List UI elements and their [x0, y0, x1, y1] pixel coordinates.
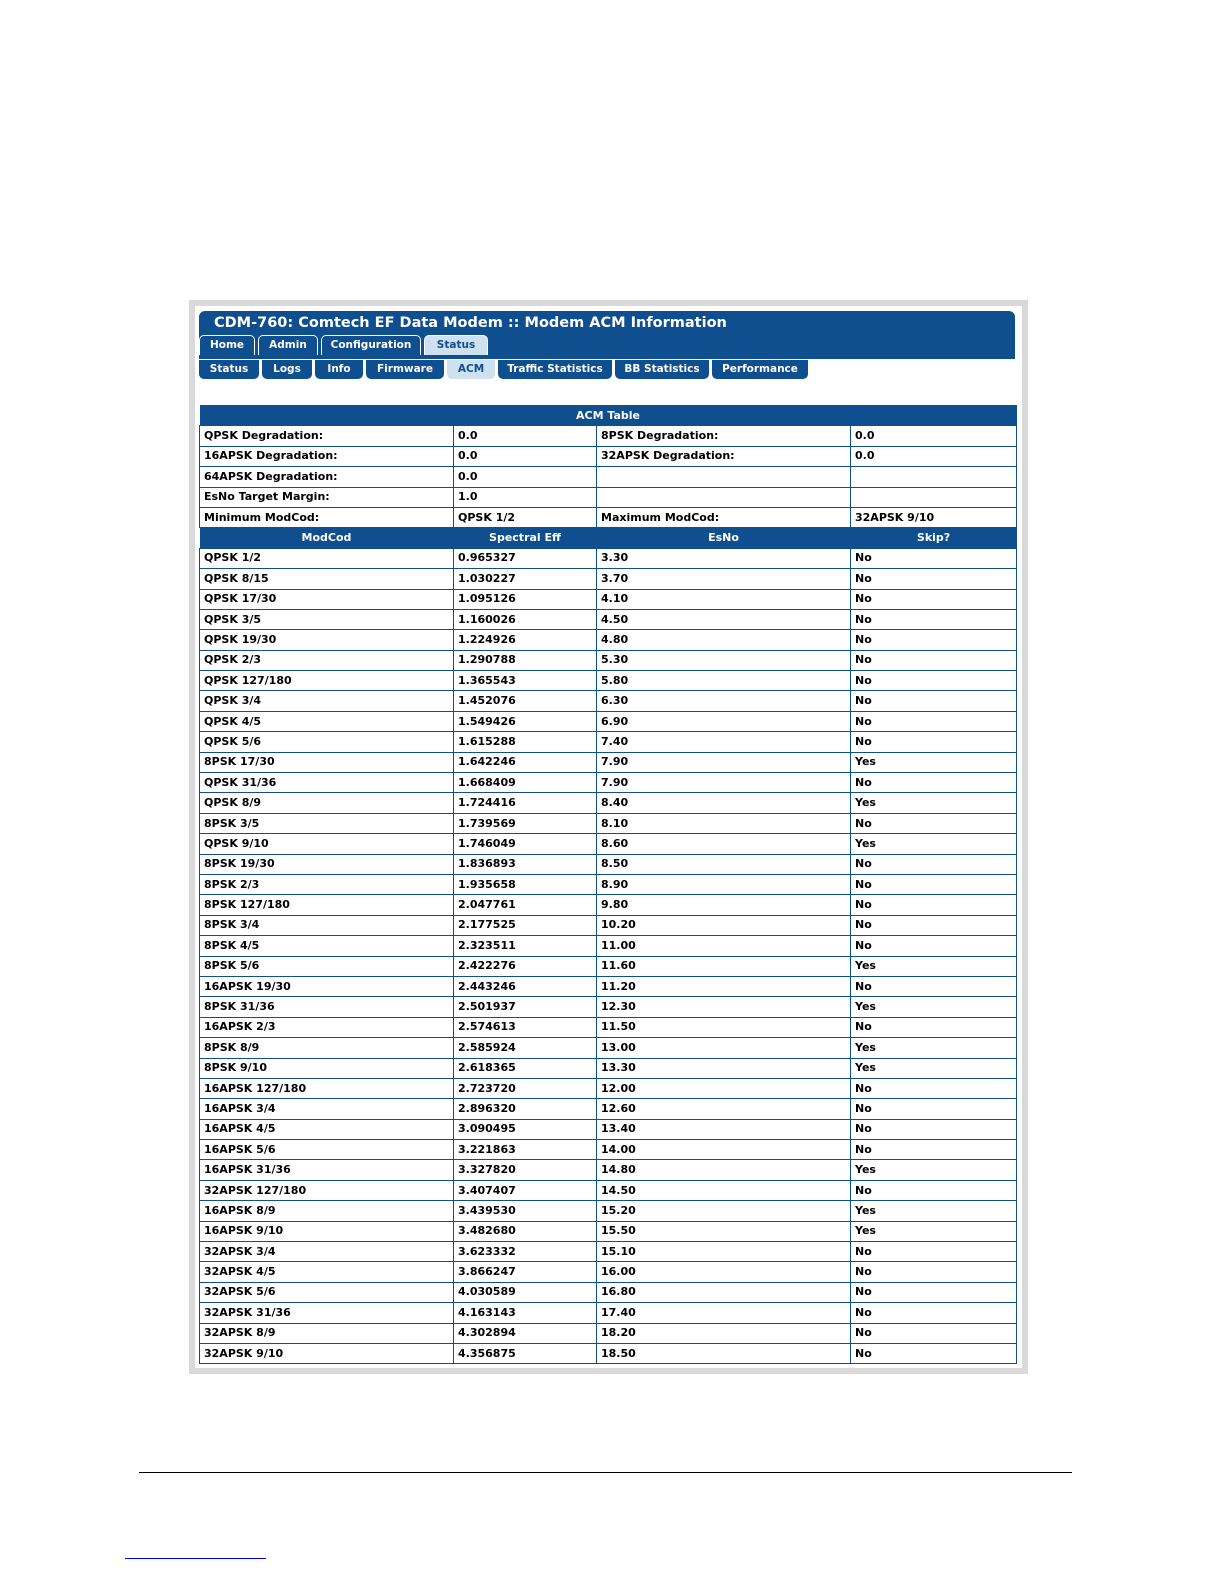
tab-status[interactable]: Status — [424, 335, 488, 355]
modcod-cell: 16APSK 19/30 — [200, 976, 454, 996]
spectral-eff-cell: 4.302894 — [454, 1323, 597, 1343]
modcod-cell: 32APSK 5/6 — [200, 1282, 454, 1302]
table-row — [200, 1017, 1017, 1037]
spectral-eff-cell: 1.668409 — [454, 773, 597, 793]
skip-cell: No — [851, 1119, 1017, 1139]
esno-cell: 13.00 — [597, 1038, 851, 1058]
spectral-eff-cell: 1.549426 — [454, 711, 597, 731]
modcod-cell: 16APSK 5/6 — [200, 1140, 454, 1160]
modcod-cell: 8PSK 5/6 — [200, 956, 454, 976]
modcod-cell: 32APSK 9/10 — [200, 1343, 454, 1363]
skip-cell: No — [851, 691, 1017, 711]
table-row — [200, 1242, 1017, 1262]
esno-cell: 4.80 — [597, 630, 851, 650]
table-row — [200, 671, 1017, 691]
spectral-eff-cell: 1.452076 — [454, 691, 597, 711]
summary-value: 0.0 — [851, 426, 1017, 446]
modcod-cell: QPSK 8/9 — [200, 793, 454, 813]
spectral-eff-cell: 1.615288 — [454, 732, 597, 752]
esno-cell: 6.90 — [597, 711, 851, 731]
table-row — [200, 1078, 1017, 1098]
esno-cell: 17.40 — [597, 1303, 851, 1323]
esno-cell: 13.40 — [597, 1119, 851, 1139]
skip-cell: No — [851, 773, 1017, 793]
skip-cell: No — [851, 589, 1017, 609]
esno-cell: 9.80 — [597, 895, 851, 915]
page-title: CDM-760: Comtech EF Data Modem :: Modem ACM Information — [199, 311, 1015, 335]
summary-label: Maximum ModCod: — [597, 507, 851, 527]
modcod-cell: QPSK 4/5 — [200, 711, 454, 731]
spectral-eff-cell: 2.422276 — [454, 956, 597, 976]
summary-label: EsNo Target Margin: — [200, 487, 454, 507]
acm-table-title-row — [200, 406, 1017, 426]
esno-cell: 4.10 — [597, 589, 851, 609]
modcod-cell: 16APSK 3/4 — [200, 1099, 454, 1119]
table-row — [200, 650, 1017, 670]
skip-cell: No — [851, 630, 1017, 650]
skip-cell: No — [851, 1078, 1017, 1098]
skip-cell: No — [851, 976, 1017, 996]
spectral-eff-cell: 1.030227 — [454, 569, 597, 589]
esno-cell: 5.30 — [597, 650, 851, 670]
table-row — [200, 874, 1017, 894]
esno-cell: 12.30 — [597, 997, 851, 1017]
summary-value: 0.0 — [851, 446, 1017, 466]
table-row — [200, 793, 1017, 813]
spectral-eff-cell: 1.724416 — [454, 793, 597, 813]
skip-cell: No — [851, 650, 1017, 670]
tab-configuration[interactable]: Configuration — [321, 335, 421, 355]
acm-table-title: ACM Table — [200, 406, 1017, 426]
summary-value: 1.0 — [454, 487, 597, 507]
summary-value: 0.0 — [454, 446, 597, 466]
spectral-eff-cell: 3.439530 — [454, 1201, 597, 1221]
modcod-cell: 8PSK 8/9 — [200, 1038, 454, 1058]
spectral-eff-cell: 2.896320 — [454, 1099, 597, 1119]
spectral-eff-cell: 4.163143 — [454, 1303, 597, 1323]
skip-cell: No — [851, 548, 1017, 568]
spectral-eff-cell: 1.290788 — [454, 650, 597, 670]
modcod-cell: 8PSK 31/36 — [200, 997, 454, 1017]
spectral-eff-cell: 2.618365 — [454, 1058, 597, 1078]
skip-cell: No — [851, 732, 1017, 752]
spectral-eff-cell: 3.090495 — [454, 1119, 597, 1139]
skip-cell: No — [851, 915, 1017, 935]
esno-cell: 8.40 — [597, 793, 851, 813]
esno-cell: 18.20 — [597, 1323, 851, 1343]
skip-cell: Yes — [851, 1058, 1017, 1078]
skip-cell: No — [851, 569, 1017, 589]
skip-cell: Yes — [851, 752, 1017, 772]
column-header-skip: Skip? — [851, 528, 1017, 548]
modcod-cell: 16APSK 4/5 — [200, 1119, 454, 1139]
modcod-cell: 16APSK 9/10 — [200, 1221, 454, 1241]
screenshot-frame — [189, 300, 1028, 1374]
spectral-eff-cell: 2.047761 — [454, 895, 597, 915]
skip-cell: No — [851, 1282, 1017, 1302]
table-row — [200, 834, 1017, 854]
skip-cell: No — [851, 895, 1017, 915]
modcod-cell: QPSK 127/180 — [200, 671, 454, 691]
spectral-eff-cell: 1.160026 — [454, 609, 597, 629]
modcod-cell: QPSK 9/10 — [200, 834, 454, 854]
table-row — [200, 1180, 1017, 1200]
skip-cell: Yes — [851, 1201, 1017, 1221]
spectral-eff-cell: 2.585924 — [454, 1038, 597, 1058]
spectral-eff-cell: 3.221863 — [454, 1140, 597, 1160]
skip-cell: Yes — [851, 834, 1017, 854]
modcod-cell: 16APSK 31/36 — [200, 1160, 454, 1180]
summary-row — [200, 426, 1017, 446]
spectral-eff-cell: 4.356875 — [454, 1343, 597, 1363]
modcod-cell: 16APSK 127/180 — [200, 1078, 454, 1098]
esno-cell: 6.30 — [597, 691, 851, 711]
table-row — [200, 1323, 1017, 1343]
modcod-cell: QPSK 3/5 — [200, 609, 454, 629]
esno-cell: 8.10 — [597, 813, 851, 833]
esno-cell: 11.20 — [597, 976, 851, 996]
subtab-traffic-statistics[interactable]: Traffic Statistics — [498, 360, 612, 379]
modcod-cell: 16APSK 8/9 — [200, 1201, 454, 1221]
esno-cell: 15.20 — [597, 1201, 851, 1221]
skip-cell: No — [851, 874, 1017, 894]
skip-cell: No — [851, 1099, 1017, 1119]
esno-cell: 8.90 — [597, 874, 851, 894]
spectral-eff-cell: 2.443246 — [454, 976, 597, 996]
skip-cell: Yes — [851, 1160, 1017, 1180]
column-header-spectral-eff: Spectral Eff — [454, 528, 597, 548]
modcod-cell: QPSK 31/36 — [200, 773, 454, 793]
skip-cell: No — [851, 1262, 1017, 1282]
modcod-cell: 8PSK 19/30 — [200, 854, 454, 874]
modcod-cell: 8PSK 3/5 — [200, 813, 454, 833]
table-row — [200, 1201, 1017, 1221]
esno-cell: 12.60 — [597, 1099, 851, 1119]
summary-value — [851, 467, 1017, 487]
modcod-cell: 8PSK 127/180 — [200, 895, 454, 915]
modcod-cell: 8PSK 2/3 — [200, 874, 454, 894]
esno-cell: 15.50 — [597, 1221, 851, 1241]
table-row — [200, 1038, 1017, 1058]
spectral-eff-cell: 1.746049 — [454, 834, 597, 854]
esno-cell: 10.20 — [597, 915, 851, 935]
skip-cell: No — [851, 1242, 1017, 1262]
esno-cell: 12.00 — [597, 1078, 851, 1098]
skip-cell: No — [851, 671, 1017, 691]
esno-cell: 4.50 — [597, 609, 851, 629]
table-row — [200, 1058, 1017, 1078]
modcod-cell: 32APSK 4/5 — [200, 1262, 454, 1282]
modcod-cell: QPSK 19/30 — [200, 630, 454, 650]
spectral-eff-cell: 1.095126 — [454, 589, 597, 609]
spectral-eff-cell: 1.365543 — [454, 671, 597, 691]
browser-page — [195, 306, 1022, 1368]
esno-cell: 7.40 — [597, 732, 851, 752]
esno-cell: 11.60 — [597, 956, 851, 976]
esno-cell: 7.90 — [597, 752, 851, 772]
modcod-cell: QPSK 1/2 — [200, 548, 454, 568]
skip-cell: Yes — [851, 997, 1017, 1017]
table-row — [200, 569, 1017, 589]
column-header-esno: EsNo — [597, 528, 851, 548]
esno-cell: 15.10 — [597, 1242, 851, 1262]
summary-label: 8PSK Degradation: — [597, 426, 851, 446]
table-row — [200, 609, 1017, 629]
modcod-cell: QPSK 8/15 — [200, 569, 454, 589]
table-row — [200, 854, 1017, 874]
esno-cell: 13.30 — [597, 1058, 851, 1078]
tab-admin[interactable]: Admin — [258, 335, 318, 355]
esno-cell: 16.00 — [597, 1262, 851, 1282]
spectral-eff-cell: 4.030589 — [454, 1282, 597, 1302]
table-row — [200, 1160, 1017, 1180]
modcod-cell: 8PSK 17/30 — [200, 752, 454, 772]
modcod-cell: QPSK 5/6 — [200, 732, 454, 752]
table-row — [200, 1140, 1017, 1160]
tab-home[interactable]: Home — [199, 335, 255, 355]
table-row — [200, 915, 1017, 935]
spectral-eff-cell: 1.739569 — [454, 813, 597, 833]
table-row — [200, 1221, 1017, 1241]
summary-label — [597, 487, 851, 507]
summary-value — [851, 487, 1017, 507]
spectral-eff-cell: 2.501937 — [454, 997, 597, 1017]
table-row — [200, 773, 1017, 793]
table-row — [200, 589, 1017, 609]
esno-cell: 7.90 — [597, 773, 851, 793]
esno-cell: 8.50 — [597, 854, 851, 874]
summary-label: 32APSK Degradation: — [597, 446, 851, 466]
footer-link-underline — [125, 1558, 266, 1559]
summary-label: 64APSK Degradation: — [200, 467, 454, 487]
summary-value: 32APSK 9/10 — [851, 507, 1017, 527]
skip-cell: No — [851, 1180, 1017, 1200]
modcod-cell: 32APSK 3/4 — [200, 1242, 454, 1262]
spectral-eff-cell: 3.407407 — [454, 1180, 597, 1200]
table-row — [200, 1303, 1017, 1323]
esno-cell: 14.00 — [597, 1140, 851, 1160]
modcod-cell: 8PSK 9/10 — [200, 1058, 454, 1078]
modcod-cell: 16APSK 2/3 — [200, 1017, 454, 1037]
subtab-performance[interactable]: Performance — [712, 360, 808, 379]
summary-row — [200, 487, 1017, 507]
subtab-info[interactable]: Info — [315, 360, 363, 379]
table-row — [200, 1262, 1017, 1282]
esno-cell: 14.50 — [597, 1180, 851, 1200]
summary-label — [597, 467, 851, 487]
spectral-eff-cell: 2.723720 — [454, 1078, 597, 1098]
subtab-bb-statistics[interactable]: BB Statistics — [615, 360, 709, 379]
table-row — [200, 630, 1017, 650]
summary-label: QPSK Degradation: — [200, 426, 454, 446]
subtab-status[interactable]: Status — [199, 360, 259, 379]
footer-rule — [139, 1472, 1072, 1473]
spectral-eff-cell: 1.642246 — [454, 752, 597, 772]
table-row — [200, 997, 1017, 1017]
esno-cell: 5.80 — [597, 671, 851, 691]
esno-cell: 11.50 — [597, 1017, 851, 1037]
skip-cell: No — [851, 711, 1017, 731]
spectral-eff-cell: 2.323511 — [454, 936, 597, 956]
table-row — [200, 936, 1017, 956]
modcod-header-row — [200, 528, 1017, 548]
summary-row — [200, 507, 1017, 527]
esno-cell: 3.30 — [597, 548, 851, 568]
spectral-eff-cell: 3.866247 — [454, 1262, 597, 1282]
acm-table — [199, 405, 1017, 1364]
table-row — [200, 1119, 1017, 1139]
skip-cell: Yes — [851, 956, 1017, 976]
table-row — [200, 752, 1017, 772]
subtab-firmware[interactable]: Firmware — [366, 360, 444, 379]
skip-cell: No — [851, 1140, 1017, 1160]
spectral-eff-cell: 1.224926 — [454, 630, 597, 650]
skip-cell: No — [851, 1017, 1017, 1037]
spectral-eff-cell: 3.327820 — [454, 1160, 597, 1180]
skip-cell: No — [851, 1303, 1017, 1323]
table-row — [200, 956, 1017, 976]
summary-row — [200, 467, 1017, 487]
skip-cell: No — [851, 1323, 1017, 1343]
modcod-cell: 8PSK 3/4 — [200, 915, 454, 935]
skip-cell: No — [851, 854, 1017, 874]
table-row — [200, 691, 1017, 711]
modcod-table — [200, 528, 1017, 1364]
skip-cell: Yes — [851, 1038, 1017, 1058]
table-row — [200, 1343, 1017, 1363]
subtab-acm[interactable]: ACM — [447, 360, 495, 379]
modcod-cell: QPSK 2/3 — [200, 650, 454, 670]
table-row — [200, 711, 1017, 731]
spectral-eff-cell: 1.836893 — [454, 854, 597, 874]
skip-cell: No — [851, 1343, 1017, 1363]
esno-cell: 8.60 — [597, 834, 851, 854]
esno-cell: 14.80 — [597, 1160, 851, 1180]
skip-cell: No — [851, 609, 1017, 629]
modcod-cell: QPSK 17/30 — [200, 589, 454, 609]
summary-row — [200, 446, 1017, 466]
spectral-eff-cell: 2.574613 — [454, 1017, 597, 1037]
table-row — [200, 813, 1017, 833]
summary-value: 0.0 — [454, 467, 597, 487]
spectral-eff-cell: 1.935658 — [454, 874, 597, 894]
esno-cell: 18.50 — [597, 1343, 851, 1363]
table-row — [200, 976, 1017, 996]
modcod-cell: 32APSK 127/180 — [200, 1180, 454, 1200]
sub-nav — [199, 359, 1015, 381]
skip-cell: No — [851, 936, 1017, 956]
modcod-cell: QPSK 3/4 — [200, 691, 454, 711]
skip-cell: Yes — [851, 1221, 1017, 1241]
summary-label: Minimum ModCod: — [200, 507, 454, 527]
modcod-cell: 8PSK 4/5 — [200, 936, 454, 956]
modcod-cell: 32APSK 8/9 — [200, 1323, 454, 1343]
spectral-eff-cell: 2.177525 — [454, 915, 597, 935]
column-header-modcod: ModCod — [200, 528, 454, 548]
skip-cell: No — [851, 813, 1017, 833]
esno-cell: 11.00 — [597, 936, 851, 956]
esno-cell: 3.70 — [597, 569, 851, 589]
main-nav — [199, 335, 1015, 359]
summary-value: 0.0 — [454, 426, 597, 446]
acm-summary — [200, 426, 1017, 528]
table-row — [200, 895, 1017, 915]
summary-label: 16APSK Degradation: — [200, 446, 454, 466]
spectral-eff-cell: 0.965327 — [454, 548, 597, 568]
table-row — [200, 732, 1017, 752]
subtab-logs[interactable]: Logs — [262, 360, 312, 379]
table-row — [200, 1282, 1017, 1302]
summary-value: QPSK 1/2 — [454, 507, 597, 527]
esno-cell: 16.80 — [597, 1282, 851, 1302]
spectral-eff-cell: 3.623332 — [454, 1242, 597, 1262]
table-row — [200, 1099, 1017, 1119]
skip-cell: Yes — [851, 793, 1017, 813]
modcod-cell: 32APSK 31/36 — [200, 1303, 454, 1323]
table-row — [200, 548, 1017, 568]
spectral-eff-cell: 3.482680 — [454, 1221, 597, 1241]
